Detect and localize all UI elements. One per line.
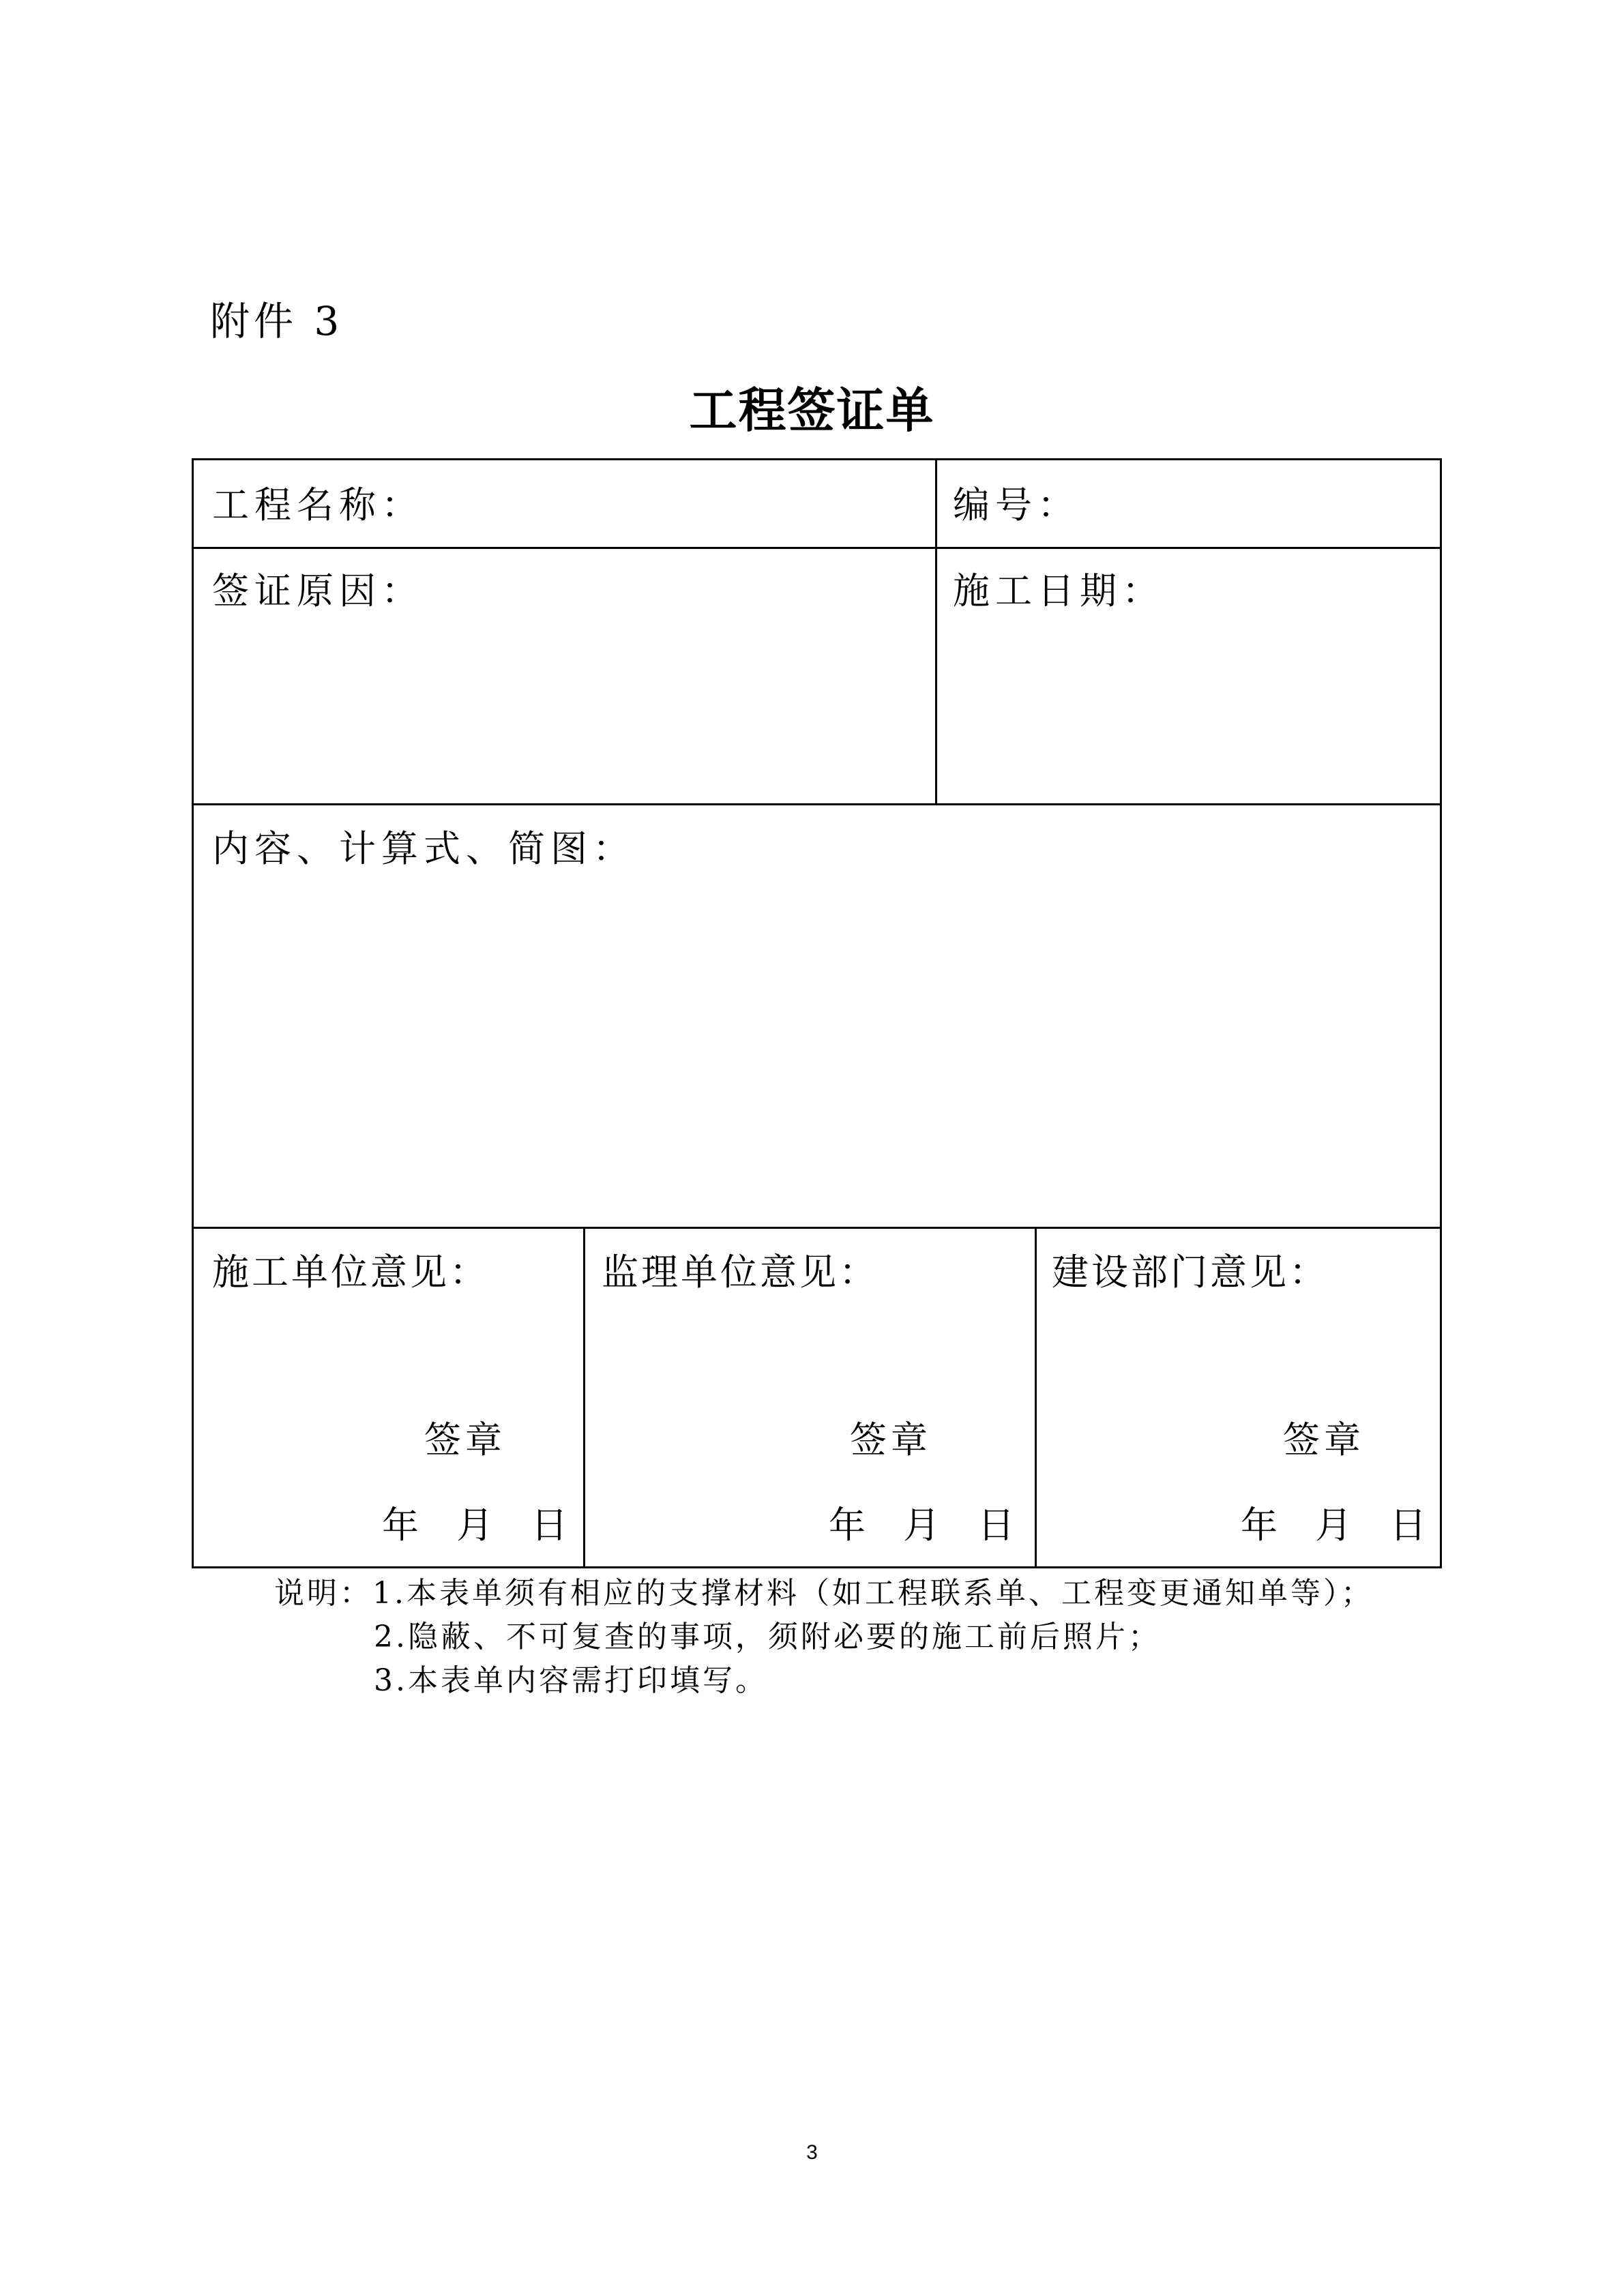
supervision-unit-seal-label: 签章 — [850, 1418, 932, 1461]
project-name-label: 工程名称： — [212, 483, 424, 526]
column-divider — [935, 460, 937, 803]
note-line: 2.隐蔽、不可复查的事项，须附必要的施工前后照片； — [374, 1620, 1161, 1654]
column-divider — [583, 1227, 585, 1566]
page-number: 3 — [806, 2141, 818, 2164]
row-divider — [194, 1227, 1440, 1229]
attachment-label: 附件 3 — [210, 298, 344, 344]
construction-dept-opinion-label: 建设部门意见： — [1052, 1251, 1329, 1294]
visa-reason-label: 签证原因： — [212, 569, 424, 612]
content-label: 内容、计算式、简图： — [212, 827, 635, 870]
construction-unit-date-label: 年 月 日 — [382, 1504, 568, 1547]
construction-unit-seal-label: 签章 — [424, 1418, 506, 1461]
construction-dept-date-label: 年 月 日 — [1241, 1504, 1427, 1547]
number-label: 编号： — [953, 483, 1080, 526]
column-divider — [1035, 1227, 1037, 1566]
form-notes — [274, 1572, 1374, 1703]
note-line: 说明：1.本表单须有相应的支撑材料（如工程联系单、工程变更通知单等）； — [274, 1576, 1374, 1611]
row-divider — [194, 803, 1440, 805]
construction-date-label: 施工日期： — [953, 569, 1164, 612]
supervision-unit-opinion-label: 监理单位意见： — [602, 1251, 879, 1294]
row-divider — [194, 547, 1440, 549]
supervision-unit-date-label: 年 月 日 — [829, 1504, 1015, 1547]
visa-form-table — [192, 458, 1442, 1568]
construction-dept-seal-label: 签章 — [1283, 1418, 1365, 1461]
construction-unit-opinion-label: 施工单位意见： — [212, 1251, 489, 1294]
form-title: 工程签证单 — [689, 382, 935, 438]
note-line: 3.本表单内容需打印填写。 — [374, 1663, 768, 1698]
